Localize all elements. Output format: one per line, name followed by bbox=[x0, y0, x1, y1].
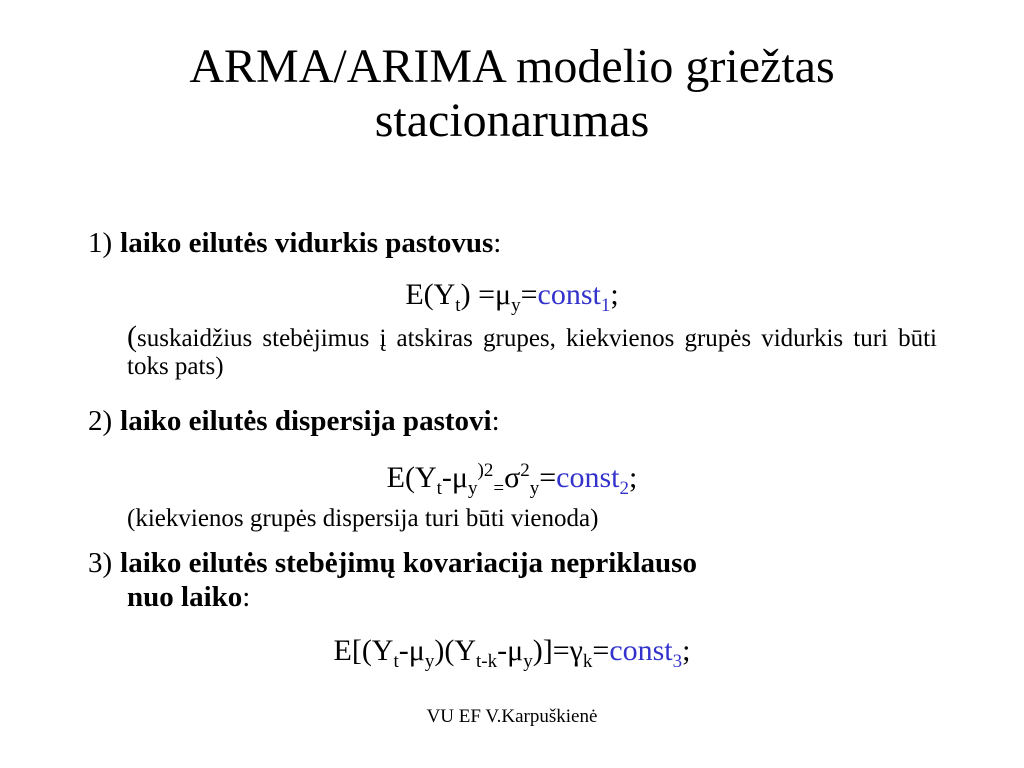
note-2-text: (kiekvienos grupės dispersija turi būti vienoda) bbox=[127, 505, 599, 532]
formula-2-minus: - bbox=[441, 461, 452, 494]
formula-1-eq: = bbox=[520, 278, 538, 311]
formula-2-sub-t: t bbox=[436, 478, 442, 499]
formula-1-mu-sub: y bbox=[511, 295, 521, 316]
note-1-text: suskaidžius stebėjimus į atskiras grupes, kiekvienos grupės vidurkis turi būti toks pats) bbox=[127, 325, 937, 380]
condition-2-colon: : bbox=[491, 405, 500, 437]
formula-1-sub-t: t bbox=[455, 295, 461, 316]
formula-2-const: const bbox=[556, 461, 620, 494]
condition-2 bbox=[88, 404, 938, 438]
condition-2-text: laiko eilutės dispersija pastovi bbox=[120, 405, 492, 437]
formula-2-sub-eq: = bbox=[493, 478, 505, 499]
note-1 bbox=[127, 320, 937, 381]
condition-2-number: 2) bbox=[88, 405, 113, 437]
formula-3-gamma-sub: k bbox=[582, 651, 593, 672]
condition-3-text-line-2: nuo laiko bbox=[127, 581, 243, 613]
formula-1 bbox=[0, 277, 1024, 324]
slide-footer: VU EF V.Karpuškienė bbox=[426, 706, 598, 727]
condition-3-line-1 bbox=[88, 546, 938, 580]
condition-3-line-2 bbox=[88, 580, 938, 614]
formula-2-sigma: σ bbox=[504, 461, 521, 494]
formula-2-mu-sub: y bbox=[468, 478, 478, 499]
formula-1-lhs: E(Y bbox=[405, 278, 456, 311]
formula-3-mu-1-sub: y bbox=[424, 651, 435, 672]
title-line-2: stacionarumas bbox=[374, 94, 650, 147]
formula-3-t-sub: t bbox=[393, 651, 399, 672]
formula-1-lhs-close: ) = bbox=[460, 278, 495, 311]
formula-3-const: const bbox=[609, 634, 673, 667]
formula-3-end: ; bbox=[682, 634, 691, 667]
condition-3-number: 3) bbox=[88, 547, 113, 579]
slide-title bbox=[60, 40, 964, 148]
formula-3-tk-sub: t-k bbox=[476, 651, 498, 672]
note-2 bbox=[127, 505, 937, 533]
condition-3-colon: : bbox=[242, 581, 251, 613]
formula-3-minus-2: - bbox=[497, 634, 508, 667]
formula-1-mu: μ bbox=[495, 278, 512, 311]
formula-2 bbox=[0, 453, 1024, 507]
title-line-1: ARMA/ARIMA modelio griežtas bbox=[189, 40, 835, 93]
formula-3-mid: )(Y bbox=[434, 634, 477, 667]
formula-2-mu: μ bbox=[451, 461, 469, 494]
formula-2-sup-paren: )2 bbox=[477, 460, 494, 481]
formula-3-prefix: E[(Y bbox=[333, 634, 394, 667]
formula-3-mu-2: μ bbox=[507, 634, 524, 667]
formula-3-gamma: γ bbox=[569, 634, 583, 667]
formula-3-eq: = bbox=[592, 634, 610, 667]
condition-1-number: 1) bbox=[88, 227, 113, 259]
formula-1-end: ; bbox=[610, 278, 619, 311]
formula-1-const: const bbox=[537, 278, 601, 311]
formula-3 bbox=[0, 633, 1024, 680]
note-1-paren: ( bbox=[127, 320, 137, 353]
formula-2-sigma-sub: y bbox=[529, 478, 540, 499]
formula-2-sigma-sup: 2 bbox=[520, 460, 530, 481]
formula-1-const-sub: 1 bbox=[600, 295, 611, 316]
condition-3 bbox=[88, 546, 938, 614]
condition-3-text-line-1: laiko eilutės stebėjimų kovariacija nepriklauso bbox=[120, 547, 697, 579]
formula-2-const-sub: 2 bbox=[619, 478, 629, 499]
formula-3-minus-1: - bbox=[398, 634, 409, 667]
formula-3-close: )]= bbox=[532, 634, 570, 667]
formula-2-lhs: E(Y bbox=[386, 461, 437, 494]
formula-3-const-sub: 3 bbox=[672, 651, 683, 672]
condition-1 bbox=[88, 226, 938, 260]
condition-1-colon: : bbox=[493, 227, 502, 259]
formula-3-mu-2-sub: y bbox=[523, 651, 533, 672]
formula-2-eq: = bbox=[539, 461, 557, 494]
formula-2-end: ; bbox=[628, 461, 638, 494]
formula-3-mu-1: μ bbox=[408, 634, 425, 667]
condition-1-text: laiko eilutės vidurkis pastovus bbox=[120, 227, 494, 259]
